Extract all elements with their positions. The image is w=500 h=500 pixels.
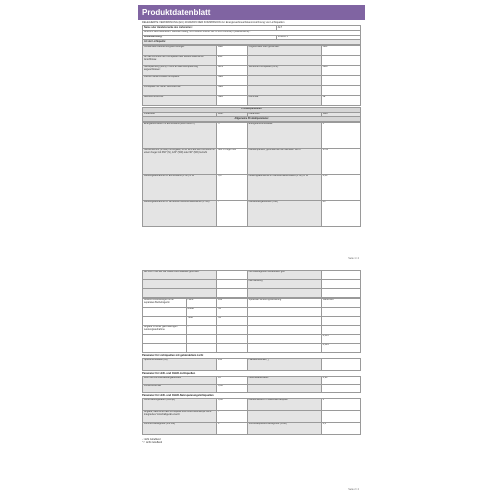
table-cell: Leistungsaufnahme im Ein-Zustand (P on) in W [143, 175, 217, 201]
table-cell: Leistungsaufnahme im vernetzten Bereitschaftsbetrieb (P net) [143, 201, 217, 227]
datasheet-page-2 [138, 262, 365, 494]
table-cell: Energieverbrauch im Ein-Zustand (kWh/1000 h) [143, 123, 217, 149]
table-cell: - [217, 411, 248, 423]
table-cell [321, 271, 360, 280]
supplier-address-label: Anschrift des Lieferanten: [144, 30, 172, 34]
table-cell: Ja [321, 95, 360, 105]
table-cell: Angabe, dass eine LED-Lichtquelle eine Leuchtstofflampe ohne integriertes Vorschaltgerät ersetzt [143, 411, 217, 423]
table-cell [143, 280, 217, 289]
page-number: Seite 1 / 2 [348, 257, 359, 260]
table-cell: 80 [321, 201, 360, 227]
table-cell [247, 335, 321, 344]
table-cell: Nein [217, 85, 248, 95]
table-cell: Wert des R9-Farbwiedergabeindex [143, 377, 217, 385]
table-cell [247, 75, 321, 85]
datasheet-page-1 [138, 5, 365, 263]
table-row [143, 308, 361, 317]
table-cell: Siehe Bild [321, 299, 360, 308]
table-cell [143, 317, 187, 326]
table-cell: Ungebündelt oder gebündelt: [247, 45, 321, 55]
table-cell [321, 55, 360, 65]
table-row [143, 149, 361, 175]
table-cell [247, 308, 321, 317]
table-cell [217, 280, 248, 289]
table-row [143, 45, 361, 55]
footnote: -: nicht zutreffend [142, 438, 161, 441]
table-cell [217, 289, 248, 298]
table-row [143, 326, 361, 335]
table-cell [247, 289, 321, 298]
table-row [143, 399, 361, 411]
table-cell: Nein [217, 75, 248, 85]
table-cell [321, 75, 360, 85]
table-cell: Lichtstärkegebiet Mindestwert gibt [247, 271, 321, 280]
supplier-name-label: Name oder Handelsmarke des Lieferanten: [143, 26, 277, 31]
table-cell: Spektrale Strahlungsverteilung [247, 299, 321, 308]
table-cell: Stroboskopeffekt-Messgröße (SVM) [247, 423, 321, 435]
directional-table [142, 358, 361, 371]
supplier-table [142, 25, 361, 45]
table-cell: Lebensdauerfaktor [247, 377, 321, 385]
value-col-header: Wert [217, 112, 248, 117]
mains-table [142, 398, 361, 435]
table-cell: Höhe [186, 299, 217, 308]
table-cell [247, 85, 321, 95]
table-row [143, 299, 361, 308]
table-cell [143, 308, 187, 317]
table-cell: 0,329 [321, 344, 360, 353]
table-cell: 39 [217, 317, 248, 326]
table-cell [321, 289, 360, 298]
led-oled-table [142, 376, 361, 393]
value-col-header: Wert [321, 112, 360, 117]
table-cell: Lichtquelle mit hoher Leuchtdichte: [143, 85, 217, 95]
table-cell [143, 344, 187, 353]
table-row [143, 271, 361, 280]
table-cell: 0,90 [321, 377, 360, 385]
table-cell: - [186, 326, 217, 335]
table-cell: Tiefe [186, 317, 217, 326]
table-cell [247, 326, 321, 335]
table-cell: 0,313 [321, 335, 360, 344]
table-cell [247, 55, 321, 65]
table-row [143, 75, 361, 85]
page-number: Seite 2 / 2 [348, 488, 359, 491]
table-cell: Dimmbar: [247, 95, 321, 105]
directional-heading: Parameter für Lichtquellen mit gebündeltem Licht [142, 354, 204, 357]
model-label: Modellkennung: [143, 35, 277, 40]
table-cell: Flimmer-Messgröße (Pst LM) [143, 423, 217, 435]
table-cell: Verwendete Beleuchtungstechnologie: [143, 45, 217, 55]
table-cell: Lichtstromerhalt [143, 385, 217, 393]
table-cell [247, 344, 321, 353]
table-cell: Verschiebungsfaktor (cos φ1) [143, 399, 217, 411]
mains-heading: Parameter für LED- und OLED-Netzspannungslichtquellen [142, 394, 214, 397]
table-cell [321, 85, 360, 95]
table-cell [217, 326, 248, 335]
table-row [143, 85, 361, 95]
table-cell [186, 344, 217, 353]
table-row [143, 344, 361, 353]
table-cell: Nutzlichtstrom (Φ use) mit Angabe, ob er sich auf den Lichtstrom in einem Kegel mit 360° (Ν), 120° (WD) oder 90° (NR) bezieht [143, 149, 217, 175]
table-cell [321, 411, 360, 423]
table-cell: 0,96 [217, 399, 248, 411]
light-source-type-table [142, 45, 361, 106]
table-cell: Blendschutzschild: [143, 95, 217, 105]
general-params-heading: Allgemeine Produktparameter [143, 117, 361, 122]
table-cell: F [321, 123, 360, 149]
table-cell: MLS [217, 65, 248, 75]
table-row [143, 201, 361, 227]
table-cell [321, 308, 360, 317]
table-row [143, 175, 361, 201]
table-cell: 0,96 [217, 385, 248, 393]
table-cell: 102 [217, 299, 248, 308]
table-cell [247, 411, 321, 423]
table-cell: 2700 [321, 149, 360, 175]
params-heading: Produktparameter [143, 107, 361, 112]
table-row [143, 359, 361, 371]
table-cell: Farbwiedergabeindex (CRI) [247, 201, 321, 227]
table-cell: Breite [186, 308, 217, 317]
table-cell [217, 335, 248, 344]
table-row [143, 55, 361, 65]
table-row [143, 377, 361, 385]
table-cell: E14 [217, 55, 248, 65]
table-cell: Farblich abstimmbare Lichtquelle: [143, 75, 217, 85]
page-title: Produktdatenblatt [138, 5, 365, 20]
table-cell: Vernetzte Lichtquelle (CLS): [247, 65, 321, 75]
table-cell: Farbkonsistenz in MacAdam-Ellipsen [247, 399, 321, 411]
light-source-type-label: Art der Lichtquelle: [143, 40, 361, 45]
table-row [143, 280, 361, 289]
continued-table [142, 270, 361, 298]
table-cell: - [217, 201, 248, 227]
param-col-header: Parameter [247, 112, 321, 117]
table-cell: 10 [217, 377, 248, 385]
table-cell: Spitzenlichtstärke (cd) [143, 359, 217, 371]
table-cell [143, 289, 217, 298]
table-cell: Halbwertswinkel (°) [247, 359, 321, 371]
table-cell: 39 [217, 308, 248, 317]
table-cell: 3 [321, 399, 360, 411]
table-cell [321, 280, 360, 289]
supplier-name-value: ALT [276, 26, 360, 31]
footnote: "-": nicht zutreffend [142, 441, 163, 444]
general-parameters-table [142, 122, 361, 227]
table-cell: 0,00 [321, 175, 360, 201]
table-row [143, 335, 361, 344]
table-cell: Bis 120 in Mit auf die zweite Dezimalstelle gerundet: [143, 271, 217, 280]
table-cell: Leistungsaufnahme im Bereitschaftszustand (P sb) in W [247, 175, 321, 201]
regulation-intro: DELEGIERTE VERORDNUNG (EU) 2019/2015 DER KOMMISSION zur Energieverbrauchskennzeichnung von Lichtquellen [142, 21, 285, 24]
supplier-address-value: Weihuai Huang, No.6 Weishi Panhu 12L 47101 Cortona(IT) Ewiba Betriq... [171, 30, 251, 34]
table-cell [217, 271, 248, 280]
table-cell: Nein [217, 95, 248, 105]
table-cell [321, 359, 360, 371]
table-cell: 233 [217, 359, 248, 371]
parameters-header-table [142, 107, 361, 122]
table-row [143, 289, 361, 298]
table-cell: 1 [217, 423, 248, 435]
table-cell [217, 344, 248, 353]
table-cell: Netzspannung (MLS) / Nicht an das Netzspannung angeschlossen: [143, 65, 217, 75]
table-cell: An das Lichtnetz der Lichtquelle oder andere elektrische Anschlüsse: [143, 55, 217, 65]
table-cell: Angabe zu einer gleichwertigen Leistungsaufnahme [143, 326, 187, 335]
table-cell: 480 in Kugel 360° [217, 149, 248, 175]
table-cell [247, 385, 321, 393]
table-cell: 4,9 [217, 175, 248, 201]
table-row [143, 423, 361, 435]
table-cell: 5 [217, 123, 248, 149]
table-cell: Energieeffizienzklasse [247, 123, 321, 149]
table-cell: Äußere Abmessungen ohne separates Betriebsgerät [143, 299, 187, 308]
table-row [143, 95, 361, 105]
table-cell [321, 326, 360, 335]
table-row [143, 317, 361, 326]
table-row [143, 411, 361, 423]
table-cell: 0,4 [321, 423, 360, 435]
table-cell [247, 317, 321, 326]
table-cell: Farbtemperatur, gerundet auf die nächsten 100 K [247, 149, 321, 175]
model-value: V22116 1 [276, 35, 360, 40]
table-cell: Nennleistung [247, 280, 321, 289]
table-cell [321, 317, 360, 326]
param-col-header: Parameter [143, 112, 217, 117]
table-row [143, 123, 361, 149]
table-row [143, 385, 361, 393]
table-cell: NDL [321, 45, 360, 55]
table-cell: LED [217, 45, 248, 55]
table-cell [143, 335, 187, 344]
led-oled-heading: Parameter für LED- und OLED-Lichtquellen [142, 372, 196, 375]
table-cell [186, 335, 217, 344]
table-row [143, 65, 361, 75]
dimensions-table [142, 298, 361, 353]
table-cell: Nein [321, 65, 360, 75]
table-cell [321, 385, 360, 393]
